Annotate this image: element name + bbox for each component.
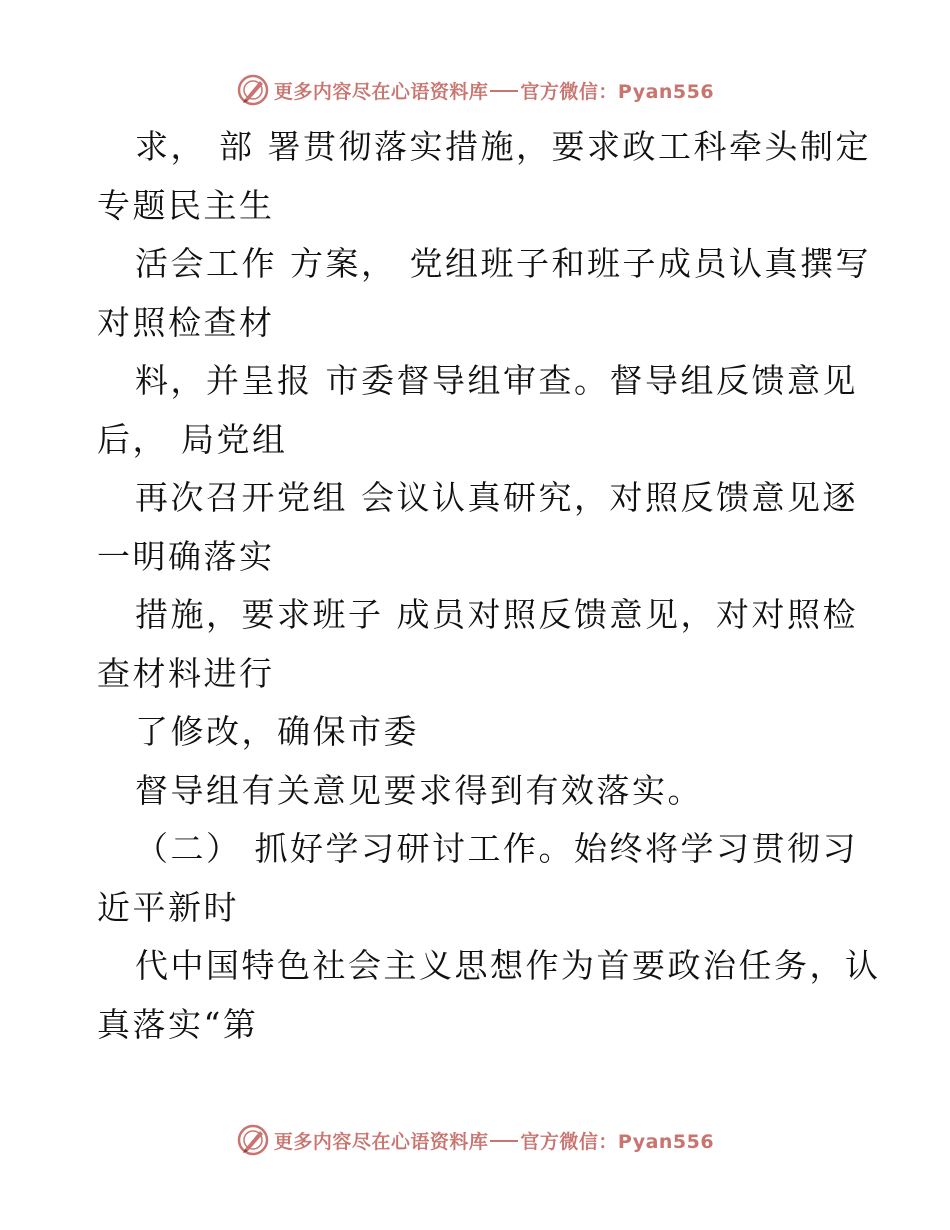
- body-line: 真落实“第: [97, 1004, 259, 1044]
- header-banner-content: [236, 73, 714, 107]
- body-line: （二） 抓好学习研讨工作。始终将学习贯彻习: [135, 829, 858, 868]
- body-line: 料，并呈报 市委督导组审查。督导组反馈意见: [135, 361, 858, 400]
- header-banner-text: 更多内容尽在心语资料库 官方微信：Pyan556: [273, 80, 715, 103]
- body-line: 了修改，确保市委: [135, 712, 419, 751]
- body-line: 一明确落实: [97, 536, 275, 576]
- header-banner: [0, 70, 950, 110]
- footer-banner: [0, 1120, 950, 1160]
- pen-logo-icon: [236, 73, 270, 107]
- footer-banner-content: [236, 1123, 714, 1157]
- body-line: 代中国特色社会主义思想作为首要政治任务，认: [135, 946, 881, 985]
- document-body: [97, 118, 881, 1054]
- body-line: 求， 部 署贯彻落实措施，要求政工科牵头制定: [135, 127, 871, 166]
- body-line: 查材料进行: [97, 653, 275, 693]
- body-line: 再次召开党组 会议认真研究，对照反馈意见逐: [135, 478, 858, 517]
- footer-banner-dash: [490, 1140, 518, 1142]
- body-line: 活会工作 方案， 党组班子和班子成员认真撰写: [135, 244, 871, 283]
- header-banner-dash: [490, 90, 518, 92]
- pen-logo-icon: [236, 1123, 270, 1157]
- footer-banner-text: 更多内容尽在心语资料库 官方微信：Pyan556: [273, 1130, 715, 1153]
- body-line: 近平新时: [97, 887, 239, 927]
- body-line: 后， 局党组: [97, 419, 288, 459]
- body-line: 对照检查材: [97, 302, 275, 342]
- body-line: 督导组有关意见要求得到有效落实。: [135, 770, 703, 810]
- body-line: 专题民主生: [97, 185, 275, 225]
- body-line: 措施，要求班子 成员对照反馈意见，对对照检: [135, 595, 858, 634]
